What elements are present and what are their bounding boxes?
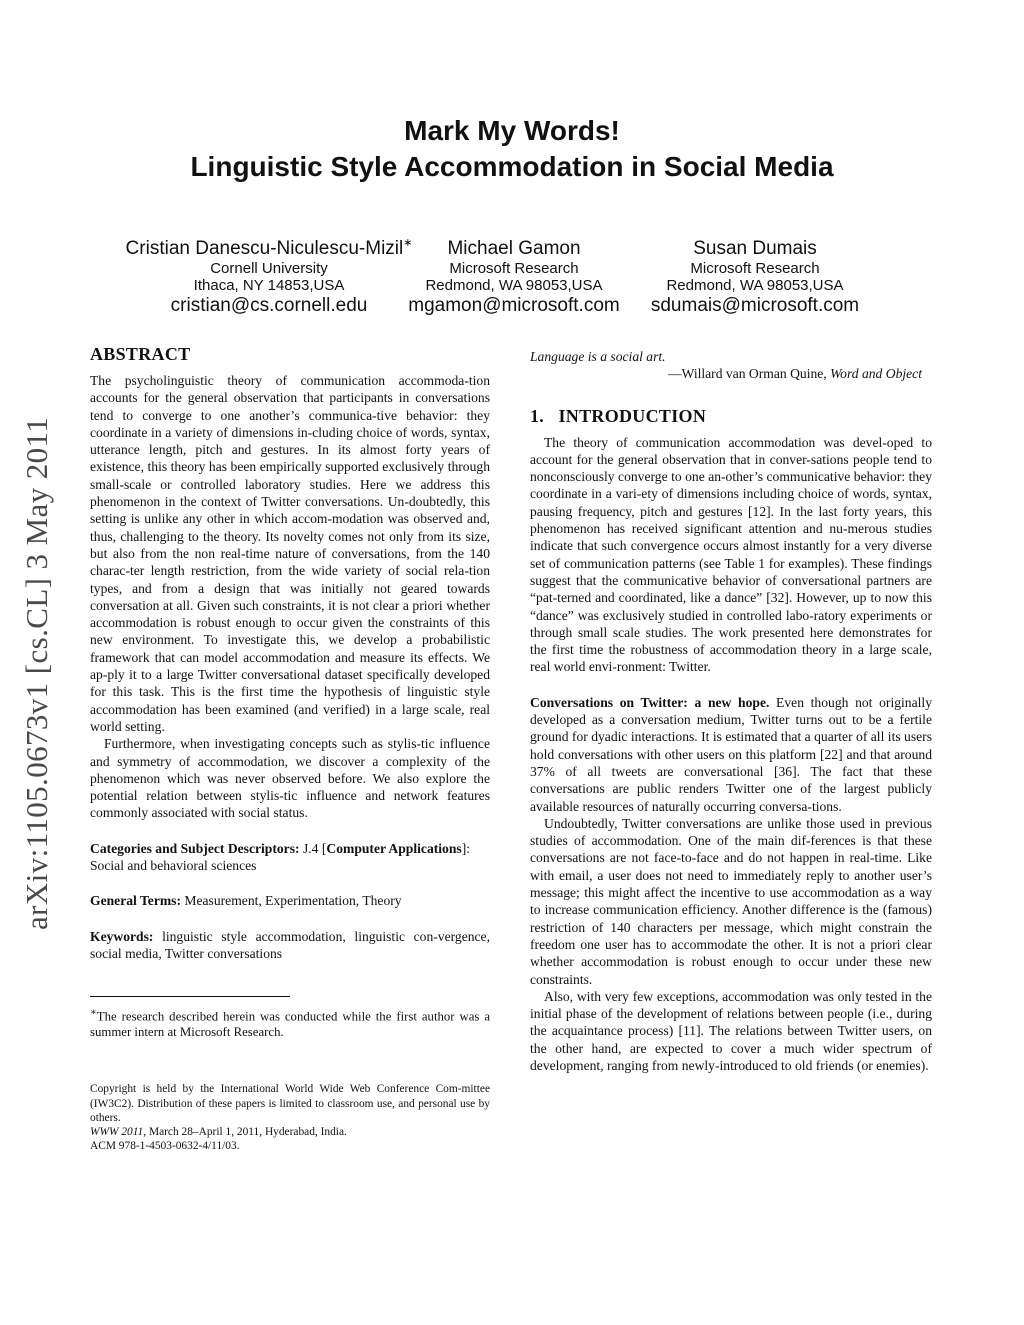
- epigraph-quote: Language is a social art.: [530, 349, 666, 364]
- introduction-heading: 1. INTRODUCTION: [530, 405, 707, 426]
- author-block-3: [638, 238, 872, 317]
- general-terms: [90, 892, 490, 909]
- twitter-paragraph-text: Even though not originally developed as a conversation medium, Twitter turns out to be a fertile ground for dyadic interactions. It is estimated that a quarter of all its users hold conversations with other users on this platform [22] and that around 37% of all tweets are conversational [36]. The fact that these conversations are public renders Twitter one of the largest publicly available resources of naturally occurring conversa-tions.: [530, 694, 932, 814]
- keywords: [90, 928, 490, 963]
- categories-code: J.4 [: [302, 840, 327, 856]
- author-email: mgamon@microsoft.com: [408, 295, 620, 316]
- intro-paragraph-3: Undoubtedly, Twitter conversations are unlike those used in previous studies of accommodation. One of the main dif-ferences is that these conversations are not face-to-face and do not happen in real-time. Like with email, a user does not need to immediately reply to another user’s message; this might affect the incentive to use accommodation as a way to increase communication efficiency. Another difference is the (famous) restriction of 140 characters per message, which might constrain the freedom one user has to accommodate the other. It is not a priori clear whether accommodation is robust enough to occur under these new constraints.: [530, 815, 932, 987]
- author-address: Redmond, WA 98053,USA: [666, 277, 844, 294]
- author-email: cristian@cs.cornell.edu: [170, 295, 368, 316]
- footnote-rule: [90, 996, 290, 997]
- left-column: [90, 343, 490, 1153]
- title-line-1: Mark My Words!: [404, 115, 620, 146]
- author-affiliation: Microsoft Research: [690, 260, 820, 277]
- author-name: Susan Dumais: [693, 238, 817, 259]
- epigraph-attribution: [530, 365, 932, 382]
- author-name: Michael Gamon: [447, 238, 581, 259]
- categories-descriptors: [90, 840, 490, 875]
- title-line-2: Linguistic Style Accommodation in Social Media: [190, 151, 834, 182]
- categories-bold: Computer Applications: [326, 840, 462, 856]
- general-terms-label: General Terms:: [90, 893, 181, 909]
- general-terms-text: Measurement, Experimentation, Theory: [184, 893, 402, 909]
- epigraph-work: Word and Object: [830, 366, 922, 382]
- author-email: sdumais@microsoft.com: [650, 295, 860, 316]
- author-block-2: [395, 238, 633, 317]
- abstract-paragraph-2: Furthermore, when investigating concepts such as stylis-tic influence and symmetry of accommodation, we discover a complexity of the phenomenon which was never observed before. We also explore the potential relation between stylis-tic influence and network features commonly associated with social status.: [90, 736, 490, 821]
- author-affiliation: Microsoft Research: [449, 260, 579, 277]
- author-footnote-marker: ∗: [403, 237, 413, 249]
- author-name: Cristian Danescu-Niculescu-Mizil: [125, 238, 404, 259]
- keywords-label: Keywords:: [90, 928, 154, 944]
- acm-line: ACM 978-1-4503-0632-4/11/03.: [90, 1140, 240, 1153]
- keywords-text: linguistic style accommodation, linguistic con-vergence, social media, Twitter conversations: [90, 928, 490, 961]
- intro-paragraph-4: Also, with very few exceptions, accommodation was only tested in the initial phase of the development of relations between people (i.e., during the acquaintance process) [11]. The relations between Twitter users, on the other hand, are expected to cover a much wider spectrum of development, ranging from newly-introduced to old friends (or enemies).: [530, 988, 932, 1073]
- footnote-marker: ∗: [90, 1007, 97, 1019]
- abstract-paragraph-1: The psycholinguistic theory of communication accommoda-tion accounts for the general observation that participants in conversations tend to converge to one another’s communica-tive behavior: they coordinate in a variety of dimensions in-cluding choice of words, syntax, utterance length, pitch and gestures. In its almost forty years of existence, this theory has been empirically supported exclusively through small-scale or controlled laboratory studies. Here we address this phenomenon in the context of Twitter conversations. Un-doubtedly, this setting is unlike any other in which accom-modation was observed and, thus, challenging to the theory. Its novelty comes not only from its size, but also from the non real-time nature of conversations, from the 140 charac-ter length restriction, from the wide variety of social rela-tion types, and from a design that was initially not geared towards conversation at all. Given such constraints, it is not clear a priori whether accommodation is robust enough to occur given the constraints of this new environment. To investigate this, we develop a probabilistic framework that can model accommodation and measure its effects. We ap-ply it to a large Twitter conversational dataset specifically developed for this task. This is the first time the hypothesis of linguistic style accommodation has been examined (and verified) in a large scale, real world setting.: [90, 373, 490, 734]
- intro-paragraph-1: The theory of communication accommodation was devel-oped to account for the general observation that in conver-sations people tend to nonconsciously converge to one an-other’s communicative behavior: they coordinate in a vari-ety of dimensions including choice of words, syntax, pausing frequency, pitch and gestures [12]. In the last forty years, this phenomenon has received significant attention and nu-merous studies indicate that such convergence occurs almost instantly for a very diverse set of communication patterns (see Table 1 for examples). These findings suggest that the communicative behavior of conversational partners are “pat-terned and coordinated, like a dance” [32]. However, up to now this “dance” was exclusively studied in controlled labo-ratory experiments or through small scale studies. The work presented here demonstrates for the first time the robustness of accommodation theory in a large scale, real world envi-ronment: Twitter.: [530, 434, 932, 675]
- author-address: Ithaca, NY 14853,USA: [193, 277, 345, 294]
- arxiv-identifier: arXiv:1105.0673v1 [cs.CL] 3 May 2011: [19, 416, 54, 930]
- abstract-heading: ABSTRACT: [90, 344, 191, 364]
- paper-title: [0, 113, 1024, 185]
- author-affiliation: Cornell University: [210, 260, 328, 277]
- twitter-paragraph: [530, 694, 932, 815]
- twitter-run-in-heading: Conversations on Twitter: a new hope.: [530, 694, 770, 710]
- right-column: [530, 348, 932, 1074]
- epigraph-author: —Willard van Orman Quine,: [667, 366, 827, 382]
- author-address: Redmond, WA 98053,USA: [425, 277, 603, 294]
- author-block-1: [110, 238, 428, 317]
- footnote-text: The research described herein was conducted while the first author was a summer intern at Microsoft Research.: [90, 1009, 490, 1040]
- categories-label: Categories and Subject Descriptors:: [90, 840, 300, 856]
- categories-rest: ]: Social and behavioral sciences: [90, 840, 471, 874]
- footnote: [90, 1005, 490, 1040]
- venue-name: WWW 2011: [90, 1126, 144, 1139]
- copyright-notice: Copyright is held by the International World Wide Web Conference Com-mittee (IW3C2). Distribution of these papers is limited to classroom use, and personal use by others.: [90, 1083, 490, 1124]
- venue-line: [90, 1125, 490, 1139]
- venue-details: , March 28–April 1, 2011, Hyderabad, India.: [143, 1126, 347, 1139]
